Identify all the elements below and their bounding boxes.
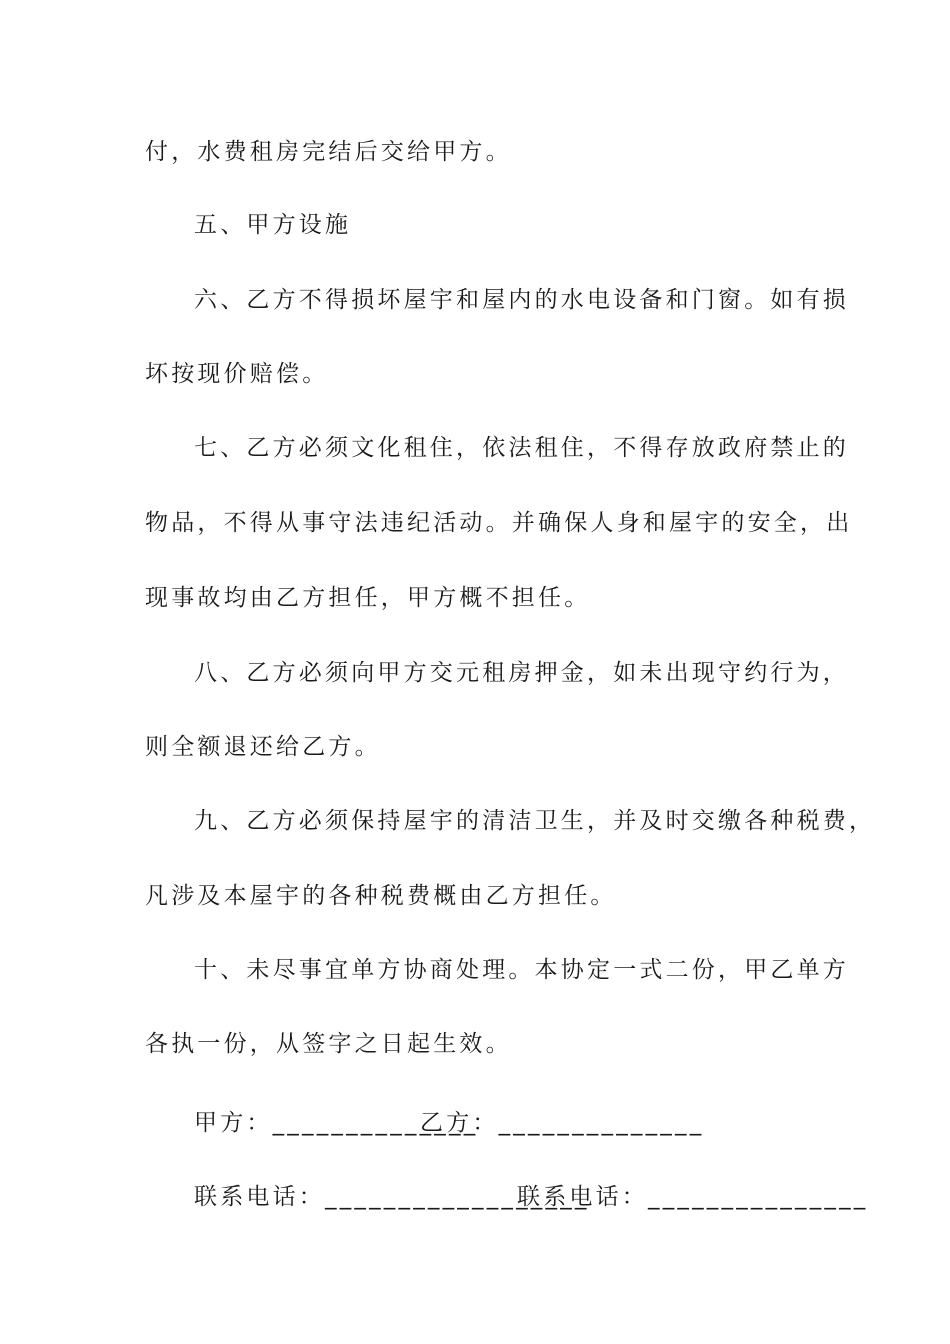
paragraph-line: 则全额退还给乙方。 bbox=[145, 734, 381, 760]
paragraph-line: 物品，不得从事守法违纪活动。并确保人身和屋宇的安全，出 bbox=[145, 510, 853, 536]
section-heading: 五、甲方设施 bbox=[194, 212, 352, 238]
paragraph-line: 付，水费租房完结后交给甲方。 bbox=[145, 139, 512, 165]
paragraph-line: 各执一份，从签字之日起生效。 bbox=[145, 1031, 512, 1057]
signature-row bbox=[194, 1103, 874, 1143]
paragraph-line: 凡涉及本屋宇的各种税费概由乙方担任。 bbox=[145, 883, 617, 909]
paragraph-line: 现事故均由乙方担任，甲方概不担任。 bbox=[145, 585, 591, 611]
paragraph-line: 六、乙方不得损坏屋宇和屋内的水电设备和门窗。如有损 bbox=[194, 287, 849, 313]
party-b-signature-field: 乙方：______________ bbox=[420, 1110, 705, 1136]
paragraph-line: 九、乙方必须保持屋宇的清洁卫生，并及时交缴各种税费， bbox=[194, 808, 876, 834]
party-b-phone-field: 联系电话：_______________ bbox=[517, 1184, 869, 1210]
party-a-phone-field: 联系电话：__________________ bbox=[194, 1184, 590, 1210]
phone-row bbox=[194, 1177, 874, 1217]
paragraph-line: 坏按现价赔偿。 bbox=[145, 361, 329, 387]
paragraph-line: 十、未尽事宜单方协商处理。本协定一式二份，甲乙单方 bbox=[194, 957, 849, 983]
paragraph-line: 七、乙方必须文化租住，依法租住，不得存放政府禁止的 bbox=[194, 435, 849, 461]
party-a-signature-field: 甲方：______________ bbox=[194, 1110, 479, 1136]
paragraph-line: 八、乙方必须向甲方交元租房押金，如未出现守约行为， bbox=[194, 660, 849, 686]
